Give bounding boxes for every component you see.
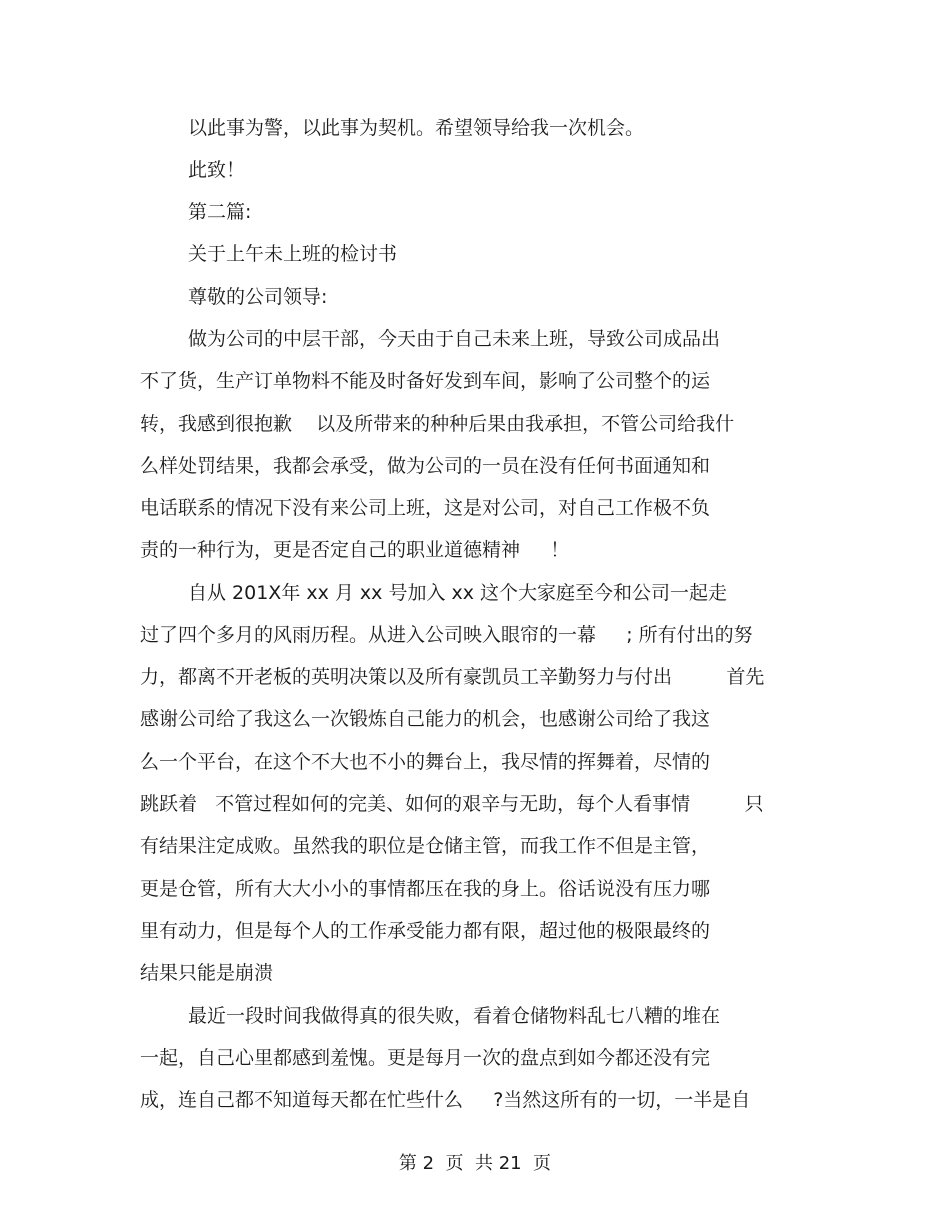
body-line: 最近一段时间我做得真的很失败，看着仓储物料乱七八糟的堆在: [188, 1005, 721, 1027]
body-line: 有结果注定成败。虽然我的职位是仓储主管，而我工作不但是主管，: [140, 835, 711, 857]
body-line: 里有动力，但是每个人的工作承受能力都有限，超过他的极限最终的: [140, 920, 711, 942]
body-line: 电话联系的情况下没有来公司上班，这是对公司，对自己工作极不负: [140, 497, 711, 519]
body-line: 感谢公司给了我这么一次锻炼自己能力的机会，也感谢公司给了我这: [140, 708, 711, 730]
salutation: 尊敬的公司领导:: [188, 286, 328, 308]
body-line: 做为公司的中层干部，今天由于自己未来上班，导致公司成品出: [188, 328, 721, 350]
body-line: 此致！: [188, 159, 246, 181]
body-line: 么样处罚结果，我都会承受，做为公司的一员在没有任何书面通知和: [140, 455, 711, 477]
body-line: 力，都离不开老板的英明决策以及所有豪凯员工辛勤努力与付出 首先: [140, 666, 765, 688]
body-line: 转，我感到很抱歉 以及所带来的种种后果由我承担，不管公司给我什: [140, 413, 735, 435]
letter-title: 关于上午未上班的检讨书: [188, 243, 398, 265]
body-line: 么一个平台，在这个不大也不小的舞台上，我尽情的挥舞着，尽情的: [140, 751, 711, 773]
page-number-footer: 第 2 页 共 21 页: [398, 1153, 552, 1174]
section-heading: 第二篇:: [188, 201, 252, 223]
body-line: 过了四个多月的风雨历程。从进入公司映入眼帘的一幕 ; 所有付出的努: [140, 624, 753, 646]
body-line: 一起，自己心里都感到羞愧。更是每月一次的盘点到如今都还没有完: [140, 1047, 711, 1069]
body-line: 跳跃着 不管过程如何的完美、如何的艰辛与无助，每个人看事情 只: [140, 793, 764, 815]
body-line: 以此事为警，以此事为契机。希望领导给我一次机会。: [188, 117, 645, 139]
body-line: 结果只能是崩溃: [140, 962, 274, 984]
body-line: 不了货，生产订单物料不能及时备好发到车间，影响了公司整个的运: [140, 370, 711, 392]
body-line: 成，连自己都不知道每天都在忙些什么 ?当然这所有的一切，一半是自: [140, 1089, 751, 1111]
body-line: 责的一种行为，更是否定自己的职业道德精神 ！: [140, 539, 570, 561]
body-line: 更是仓管，所有大大小小的事情都压在我的身上。俗话说没有压力哪: [140, 878, 711, 900]
body-line: 自从 201X年 xx 月 xx 号加入 xx 这个大家庭至今和公司一起走: [188, 582, 728, 604]
